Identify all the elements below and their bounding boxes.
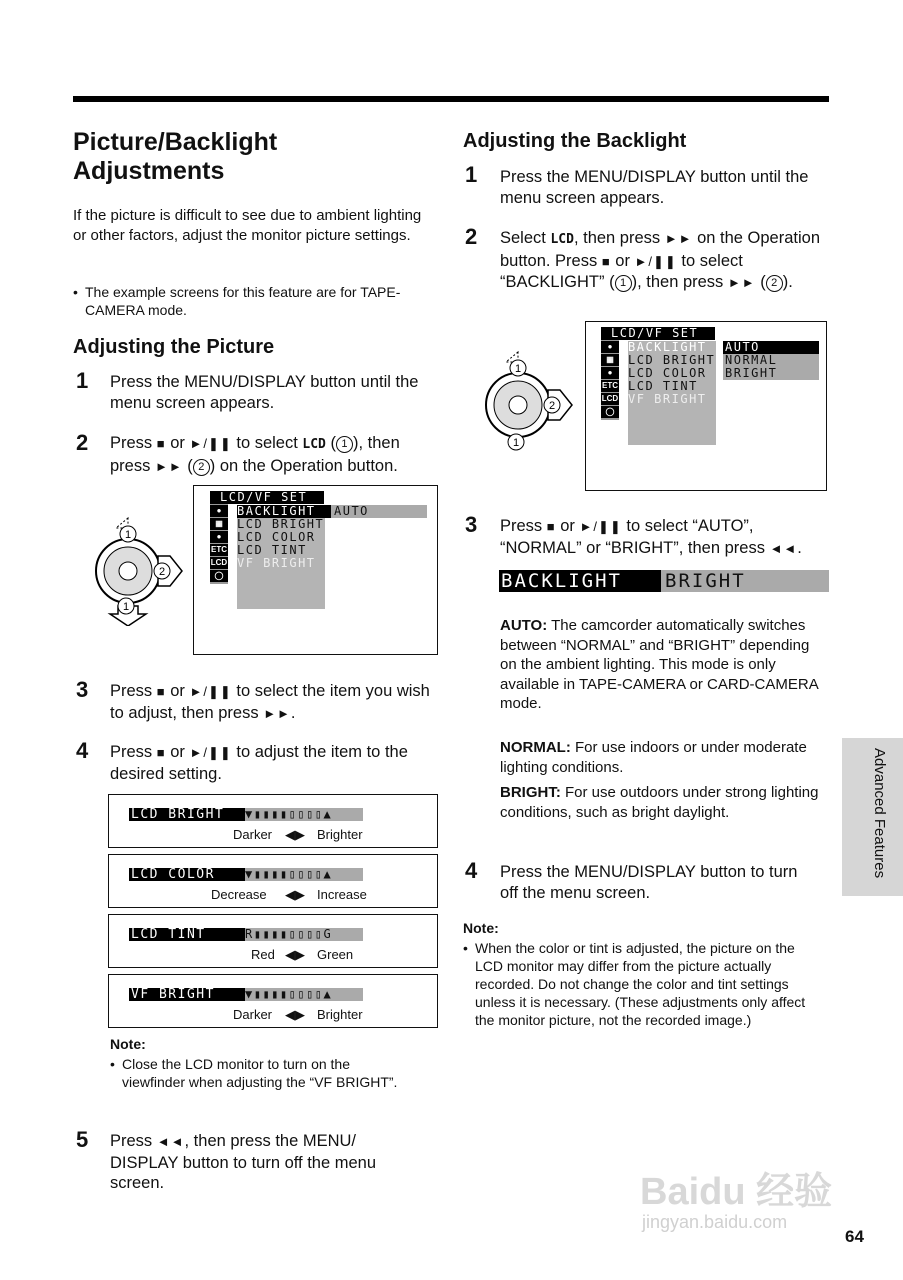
step-number: 4 <box>76 738 89 763</box>
fast-forward-icon: ►► <box>727 275 756 290</box>
level-bar: ▼▮▮▮▮▯▯▯▯▲ <box>245 808 363 821</box>
svg-text:1: 1 <box>513 437 520 449</box>
option-auto: AUTO <box>723 341 819 354</box>
step-number: 1 <box>76 368 89 393</box>
adjust-box-vf-bright <box>108 974 438 1028</box>
intro-bullet: The example screens for this feature are for TAPE-CAMERA mode. <box>85 284 401 318</box>
stop-icon: ■ <box>156 436 166 451</box>
mic-icon: ● <box>601 367 619 379</box>
page-number: 64 <box>845 1227 864 1246</box>
lcd-icon: LCD <box>302 437 326 452</box>
stop-icon: ■ <box>546 519 556 534</box>
step-text: Press ■ or ►/❚❚ to select “AUTO”, “NORMAL” or “BRIGHT”, then press ◄◄. <box>500 517 802 557</box>
rewind-icon: ◄◄ <box>156 1134 185 1149</box>
menu-item: LCD TINT <box>628 379 698 393</box>
menu-item: LCD TINT <box>237 543 307 557</box>
scale-right: Green <box>317 947 354 962</box>
double-arrow-icon: ◀▶ <box>285 1007 305 1022</box>
step-text: Select LCD, then press ►► on the Operation button. Press ■ or ►/❚❚ to select “BACKLIGHT” ( 1 ), then press ►► ( 2 ). <box>500 229 820 291</box>
lcd-icon: LCD <box>550 232 574 247</box>
section-title-backlight: Adjusting the Backlight <box>463 130 687 152</box>
section-title-picture: Adjusting the Picture <box>73 336 275 358</box>
menu-item-backlight: BACKLIGHT <box>628 340 707 354</box>
adjust-box-lcd-bright <box>108 794 438 848</box>
step-number: 3 <box>76 677 89 702</box>
adjust-label: LCD COLOR <box>129 868 245 881</box>
etc-icon: ETC <box>211 545 227 554</box>
camera-icon: ● <box>210 505 228 517</box>
level-bar: R▮▮▮▮▯▯▯▯G <box>245 928 363 941</box>
step-text: Press the MENU/DISPLAY button to turn off the menu screen. <box>500 863 798 902</box>
page-title: Picture/Backlight Adjustments <box>73 128 278 185</box>
step-number: 4 <box>465 858 478 883</box>
backlight-bar-label: BACKLIGHT <box>499 570 661 592</box>
scale-right: Brighter <box>317 827 363 842</box>
menu-item: LCD BRIGHT <box>237 517 325 531</box>
backlight-bar-value: BRIGHT <box>661 570 829 592</box>
watermark-logo: Baidu 经验 <box>640 1171 833 1213</box>
lcd-menu-screen <box>193 485 438 655</box>
note-bullet-mark: • <box>110 1056 115 1072</box>
level-bar: ▼▮▮▮▮▯▯▯▯▲ <box>245 988 363 1001</box>
double-arrow-icon: ◀▶ <box>285 887 305 902</box>
scale-left: Decrease <box>211 887 267 902</box>
scale-right: Increase <box>317 887 367 902</box>
menu-item-backlight: BACKLIGHT <box>237 505 331 518</box>
adjust-box-lcd-tint <box>108 914 438 968</box>
step-number: 5 <box>76 1127 89 1152</box>
step-text: Press ■ or ►/❚❚ to adjust the item to the desired setting. <box>110 743 408 783</box>
stop-icon: ■ <box>156 745 166 760</box>
operation-button-illustration <box>88 514 183 626</box>
menu-item: VF BRIGHT <box>237 556 316 570</box>
etc-icon: ETC <box>602 381 618 390</box>
adjust-label: LCD TINT <box>129 928 245 941</box>
scale-right: Brighter <box>317 1007 363 1022</box>
menu-title: LCD/VF SET <box>210 491 324 504</box>
option-normal: NORMAL <box>723 354 819 367</box>
scale-left: Red <box>251 947 275 962</box>
step-number: 2 <box>76 430 89 455</box>
svg-text:2: 2 <box>159 566 166 578</box>
clock-icon: ◯ <box>210 570 228 582</box>
intro-bullet-mark: • <box>73 284 78 300</box>
definition-normal: NORMAL: For use indoors or under moderate lighting conditions. <box>500 739 807 776</box>
play-pause-icon: ►/❚❚ <box>189 684 232 699</box>
side-tab-label: Advanced Features <box>871 748 888 879</box>
stop-icon: ■ <box>601 253 611 269</box>
adjust-label: LCD BRIGHT <box>129 808 245 821</box>
step-text: Press the MENU/DISPLAY button until the menu screen appears. <box>500 168 809 207</box>
double-arrow-icon: ◀▶ <box>285 827 305 842</box>
play-pause-icon: ►/❚❚ <box>189 745 232 760</box>
definition-bright: BRIGHT: For use outdoors under strong lighting conditions, such as bright daylight. <box>500 784 819 821</box>
step-number: 3 <box>465 512 478 537</box>
note-bullet-mark: • <box>463 940 468 956</box>
menu-item: LCD BRIGHT <box>628 353 716 367</box>
fast-forward-icon: ►► <box>154 458 183 474</box>
intro-text: If the picture is difficult to see due to ambient lighting or other factors, adjust the monitor picture settings. <box>73 207 422 244</box>
note-title: Note: <box>110 1036 146 1052</box>
note-text: Close the LCD monitor to turn on the viewfinder when adjusting the “VF BRIGHT”. <box>122 1056 398 1090</box>
menu-item: LCD COLOR <box>628 366 707 380</box>
fast-forward-icon: ►► <box>263 705 291 721</box>
mic-icon: ● <box>210 531 228 543</box>
top-rule <box>73 96 829 102</box>
scale-left: Darker <box>233 1007 273 1022</box>
svg-text:2: 2 <box>549 400 556 412</box>
lcd-menu-icon: LCD <box>601 394 619 403</box>
step-text: Press ◄◄, then press the MENU/ DISPLAY button to turn off the menu screen. <box>110 1132 377 1192</box>
rewind-icon: ◄◄ <box>769 540 798 556</box>
stop-icon: ■ <box>156 684 166 699</box>
watermark-url: jingyan.baidu.com <box>642 1212 788 1232</box>
note-title: Note: <box>463 920 499 936</box>
double-arrow-icon: ◀▶ <box>285 947 305 962</box>
play-pause-icon: ►/❚❚ <box>579 519 622 534</box>
step-text: Press the MENU/DISPLAY button until the menu screen appears. <box>110 373 419 412</box>
menu-title: LCD/VF SET <box>601 327 715 340</box>
lcd-menu-icon: LCD <box>210 558 228 567</box>
svg-text:1: 1 <box>123 601 130 613</box>
adjust-label: VF BRIGHT <box>129 988 245 1001</box>
play-pause-icon: ►/❚❚ <box>634 253 677 269</box>
card-camera-icon: ▦ <box>210 518 228 530</box>
backlight-value: AUTO <box>331 505 427 518</box>
lcd-menu-screen-backlight <box>585 321 827 491</box>
adjust-box-lcd-color <box>108 854 438 908</box>
definition-auto: AUTO: The camcorder automatically switches between “NORMAL” and “BRIGHT” depending on the ambient lighting. This mode is only available in TAPE-CAMERA or CARD-CAMERA mode. <box>500 617 818 712</box>
camera-icon: ● <box>601 341 619 353</box>
card-camera-icon: ▦ <box>601 354 619 366</box>
step-number: 1 <box>465 162 478 187</box>
level-bar: ▼▮▮▮▮▯▯▯▯▲ <box>245 868 363 881</box>
menu-item: LCD COLOR <box>237 530 316 544</box>
svg-text:1: 1 <box>515 363 522 375</box>
clock-icon: ◯ <box>601 406 619 418</box>
play-pause-icon: ►/❚❚ <box>189 436 232 451</box>
svg-text:1: 1 <box>125 529 132 541</box>
note-text: When the color or tint is adjusted, the picture on the LCD monitor may differ from the picture actually recorded. Do not change the color and tint settings unless it is necessary. (These adjustments only affect the monitor picture, not the recorded image.) <box>475 940 806 1028</box>
scale-left: Darker <box>233 827 273 842</box>
step-text: Press ■ or ►/❚❚ to select LCD ( 1 ), then press ►► ( 2 ) on the Operation button. <box>110 434 400 475</box>
fast-forward-icon: ►► <box>664 231 693 246</box>
step-text: Press ■ or ►/❚❚ to select the item you wish to adjust, then press ►►. <box>110 682 430 722</box>
option-bright: BRIGHT <box>723 367 819 380</box>
operation-button-illustration <box>478 348 573 460</box>
menu-item: VF BRIGHT <box>628 392 707 406</box>
step-number: 2 <box>465 224 478 249</box>
